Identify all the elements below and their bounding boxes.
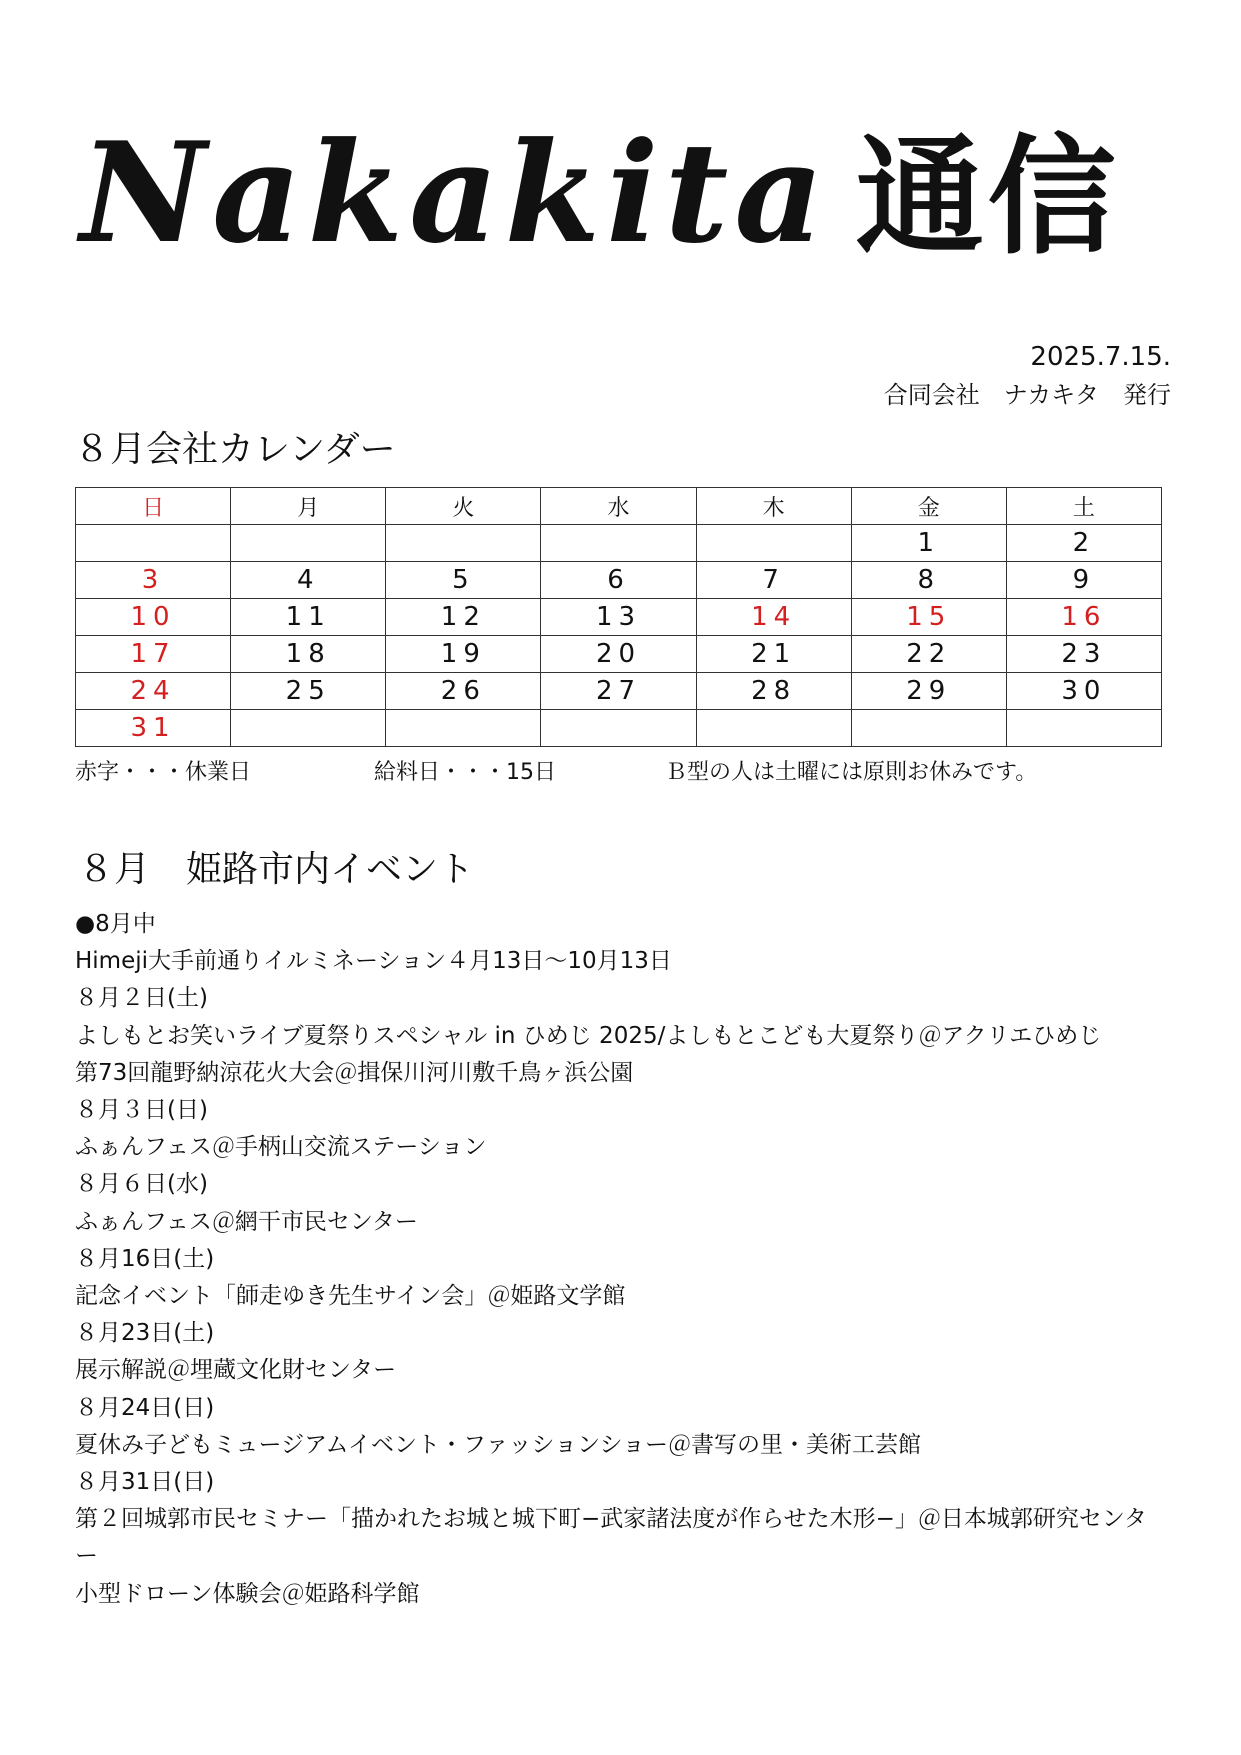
weekday-wed: 水 [541,488,696,525]
event-item: 展示解説＠埋蔵文化財センター [75,1357,397,1384]
masthead-latin-title: Nakakita [80,111,830,274]
calendar-day-cell: 21 [696,636,851,673]
calendar-day-cell: 30 [1006,673,1161,710]
calendar-day-cell: 25 [231,673,386,710]
weekday-sun: 日 [76,488,231,525]
event-date: ８月16日(土) [75,1245,215,1272]
calendar-day-cell: 27 [541,673,696,710]
events-heading: ８月 姫路市内イベント [78,849,475,890]
event-item: 小型ドローン体験会＠姫路科学館 [75,1580,420,1607]
weekday-mon: 月 [231,488,386,525]
calendar-day-cell: 22 [851,636,1006,673]
event-item: 第２回城郭市民セミナー「描かれたお城と城下町−武家諸法度が作らせた木形−」＠日本城郭研究センター [75,1506,1147,1570]
event-item: よしもとお笑いライブ夏祭りスペシャル in ひめじ 2025/よしもとこども大夏祭り＠アクリエひめじ [75,1022,1102,1049]
calendar-day-cell-holiday: 16 [1006,599,1161,636]
calendar-day-cell: 12 [386,599,541,636]
event-item: ふぁんフェス＠網干市民センター [75,1208,418,1235]
newsletter-masthead [80,111,1170,278]
legend-holiday-note: 赤字・・・休業日 [75,760,252,785]
calendar-day-cell-holiday: 24 [76,673,231,710]
calendar-day-cell-holiday: 10 [76,599,231,636]
calendar-day-cell-holiday: 15 [851,599,1006,636]
calendar-day-cell: 13 [541,599,696,636]
event-item: 第73回龍野納涼花火大会＠揖保川河川敷千鳥ヶ浜公園 [75,1059,634,1086]
calendar-day-cell: 8 [851,562,1006,599]
event-date: ８月６日(水) [75,1171,208,1198]
issuer-line: 合同会社 ナカキタ 発行 [883,381,1171,409]
event-date: ８月24日(日) [75,1394,215,1421]
event-period-label: ●8月中 [75,911,156,937]
calendar-day-cell: 28 [696,673,851,710]
calendar-day-cell: 1 [851,525,1006,562]
calendar-day-cell [231,525,386,562]
calendar-week-row [76,673,1162,710]
calendar-heading: ８月会社カレンダー [74,429,396,470]
calendar-day-cell: 18 [231,636,386,673]
calendar-day-cell: 7 [696,562,851,599]
calendar-weekday-row [76,488,1162,525]
calendar-day-cell [1006,710,1161,747]
weekday-tue: 火 [386,488,541,525]
calendar-day-cell-holiday: 17 [76,636,231,673]
calendar-week-row [76,562,1162,599]
calendar-day-cell [541,525,696,562]
calendar-day-cell-holiday: 14 [696,599,851,636]
event-item: ふぁんフェス＠手柄山交流ステーション [75,1134,487,1161]
calendar-day-cell: 9 [1006,562,1161,599]
weekday-sat: 土 [1006,488,1161,525]
calendar-day-cell-holiday: 31 [76,710,231,747]
calendar-day-cell: 20 [541,636,696,673]
event-date: ８月31日(日) [75,1469,215,1496]
calendar-week-row [76,525,1162,562]
weekday-fri: 金 [851,488,1006,525]
calendar-week-row [76,710,1162,747]
event-item: Himeji大手前通りイルミネーション４月13日～10月13日 [75,948,672,975]
calendar-week-row [76,636,1162,673]
calendar-day-cell: 26 [386,673,541,710]
masthead-jp-title: 通信 [855,122,1120,272]
event-item: 夏休み子どもミュージアムイベント・ファッションショー＠書写の里・美術工芸館 [75,1431,922,1458]
calendar-day-cell: 11 [231,599,386,636]
calendar-week-row [76,599,1162,636]
legend-payday-note: 給料日・・・15日 [374,760,556,785]
calendar-day-cell: 29 [851,673,1006,710]
calendar-day-cell [76,525,231,562]
calendar-day-cell: 2 [1006,525,1161,562]
event-date: ８月23日(土) [75,1320,215,1347]
calendar-day-cell [696,525,851,562]
calendar-day-cell: 4 [231,562,386,599]
event-item: 記念イベント「師走ゆき先生サイン会」＠姫路文学館 [75,1283,626,1310]
calendar-day-cell: 23 [1006,636,1161,673]
calendar-day-cell [231,710,386,747]
calendar-day-cell: 19 [386,636,541,673]
weekday-thu: 木 [696,488,851,525]
legend-btype-note: Ｂ型の人は土曜には原則お休みです。 [665,760,1038,785]
calendar-day-cell [696,710,851,747]
event-date: ８月２日(土) [75,985,208,1012]
event-date: ８月３日(日) [75,1097,208,1124]
calendar-day-cell-holiday: 3 [76,562,231,599]
calendar-day-cell [541,710,696,747]
calendar-day-cell: 5 [386,562,541,599]
events-list [75,906,1165,1613]
calendar-day-cell: 6 [541,562,696,599]
calendar-day-cell [851,710,1006,747]
company-calendar [75,487,1162,747]
calendar-day-cell [386,710,541,747]
issue-date: 2025.7.15. [1030,342,1171,372]
calendar-day-cell [386,525,541,562]
